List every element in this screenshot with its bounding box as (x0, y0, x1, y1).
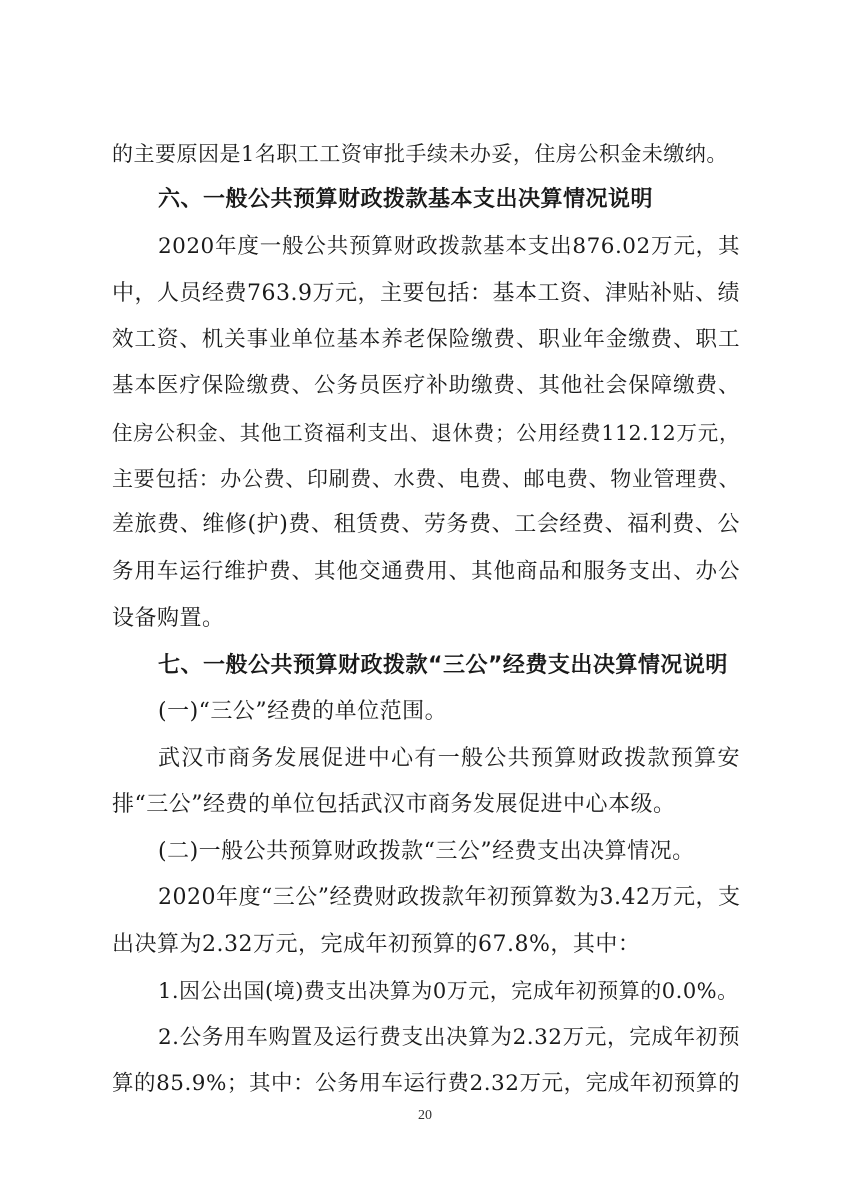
section-heading: 六、一般公共预算财政拨款基本支出决算情况说明 (158, 187, 654, 212)
section-heading: 七、一般公共预算财政拨款“三公”经费支出决算情况说明 (158, 653, 728, 678)
paragraph-line: 算的85.9%；其中：公务用车运行费2.32万元，完成年初预算的 (112, 1071, 740, 1096)
paragraph-line: 主要包括：办公费、印刷费、水费、电费、邮电费、物业管理费、 (112, 467, 740, 491)
paragraph-line: 2.公务用车购置及运行费支出决算为2.32万元，完成年初预 (158, 1025, 740, 1050)
subsection-heading: (一)“三公”经费的单位范围。 (158, 699, 448, 724)
paragraph-line: 务用车运行维护费、其他交通费用、其他商品和服务支出、办公 (112, 559, 740, 584)
paragraph-line: 差旅费、维修(护)费、租赁费、劳务费、工会经费、福利费、公 (112, 512, 740, 537)
paragraph-line: 的主要原因是1名职工工资审批手续未办妥，住房公积金未缴纳。 (112, 142, 728, 166)
paragraph-line: 排“三公”经费的单位包括武汉市商务发展促进中心本级。 (112, 792, 676, 817)
paragraph-line: 1.因公出国(境)费支出决算为0万元，完成年初预算的0.0%。 (158, 979, 739, 1003)
paragraph-line: 住房公积金、其他工资福利支出、退休费；公用经费112.12万元， (112, 421, 740, 445)
paragraph-line: 中，人员经费763.9万元，主要包括：基本工资、津贴补贴、绩 (112, 281, 740, 306)
paragraph-line: 武汉市商务发展促进中心有一般公共预算财政拨款预算安 (158, 746, 740, 771)
paragraph-line: 2020年度“三公”经费财政拨款年初预算数为3.42万元，支 (158, 885, 741, 910)
paragraph-line: 2020年度一般公共预算财政拨款基本支出876.02万元，其 (158, 234, 740, 259)
paragraph-line: 效工资、机关事业单位基本养老保险缴费、职业年金缴费、职工 (112, 327, 740, 352)
paragraph-line: 出决算为2.32万元，完成年初预算的67.8%，其中： (112, 932, 641, 957)
paragraph-line: 基本医疗保险缴费、公务员医疗补助缴费、其他社会保障缴费、 (112, 373, 740, 398)
page-number: 20 (418, 1108, 432, 1123)
paragraph-line: 设备购置。 (112, 606, 225, 631)
subsection-heading: (二)一般公共预算财政拨款“三公”经费支出决算情况。 (158, 839, 695, 864)
